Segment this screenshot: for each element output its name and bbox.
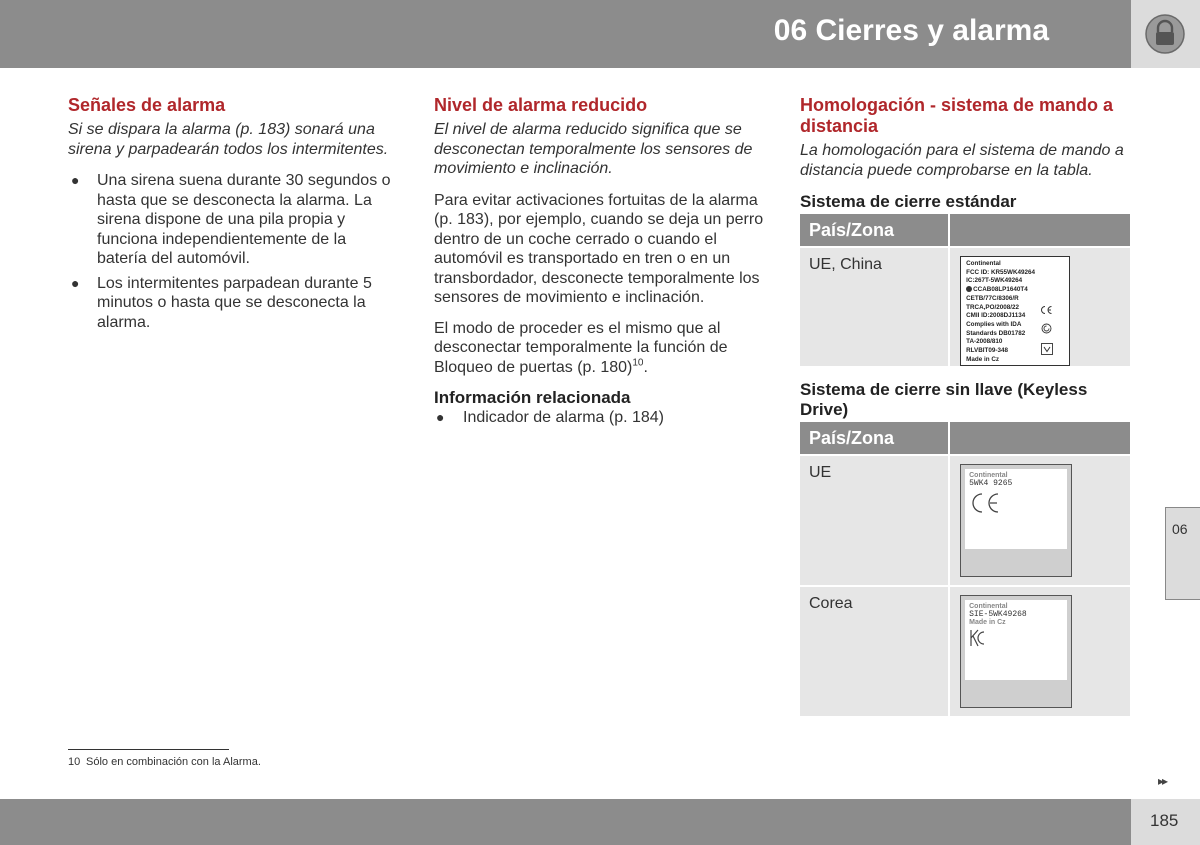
chapter-side-tab[interactable]: 06 bbox=[1165, 507, 1200, 600]
footnote: 10 Sólo en combinación con la Alarma. bbox=[68, 756, 261, 768]
table-title: Sistema de cierre estándar bbox=[800, 192, 1017, 211]
related-info-heading: Información relacionada bbox=[434, 388, 631, 407]
table-cell-label-image bbox=[950, 248, 1130, 366]
footnote-ref[interactable]: 10 bbox=[632, 357, 644, 369]
list-item: ● Una sirena suena durante 30 segundos o hasta que se desconecta la alarma. La sirena dispone de una pila propia y funciona independientemente de la batería del automóvil. bbox=[71, 172, 391, 267]
next-page-arrows-icon: ▸▸ bbox=[1158, 774, 1167, 788]
section-intro: La homologación para el sistema de mando a distancia puede comprobarse en la tabla. bbox=[800, 142, 1124, 179]
bullet-list bbox=[68, 171, 398, 332]
table-cell-country: Corea bbox=[800, 587, 948, 716]
kc-mark-icon bbox=[969, 629, 985, 647]
chapter-icon-box bbox=[1131, 0, 1200, 68]
section-heading: Homologación - sistema de mando a distancia bbox=[800, 95, 1114, 136]
table-header-country: País/Zona bbox=[800, 214, 948, 246]
approval-mark-icon bbox=[1041, 323, 1052, 334]
certification-label-image: Continental 5WK4 9265 bbox=[960, 464, 1072, 577]
column-alarm-signals bbox=[68, 95, 398, 337]
table-row bbox=[800, 587, 1130, 716]
page-number: 185 bbox=[1150, 811, 1179, 830]
related-list bbox=[434, 408, 766, 428]
table-cell-label-image bbox=[950, 587, 1130, 716]
homologation-table-standard bbox=[798, 212, 1132, 368]
table-header-country: País/Zona bbox=[800, 422, 948, 454]
ce-mark-icon bbox=[1039, 305, 1053, 315]
section-heading: Nivel de alarma reducido bbox=[434, 95, 648, 115]
section-intro: Si se dispara la alarma (p. 183) sonará una sirena y parpadearán todos los intermitentes. bbox=[68, 121, 389, 158]
header-bar bbox=[0, 0, 1131, 68]
body-paragraph: El modo de proceder es el mismo que al desconectar temporalmente la función de Bloqueo de puertas (p. 180)$^{10}$. bbox=[434, 319, 728, 376]
table-header-blank bbox=[950, 422, 1130, 454]
padlock-icon bbox=[1144, 13, 1186, 55]
table-title: Sistema de cierre sin llave (Keyless Drive) bbox=[800, 380, 1088, 419]
ce-mark-icon bbox=[969, 492, 1001, 514]
table-header-blank bbox=[950, 214, 1130, 246]
section-intro: El nivel de alarma reducido significa que se desconectan temporalmente los sensores de movimiento e inclinación. bbox=[434, 121, 753, 177]
chapter-title: 06 Cierres y alarma bbox=[773, 14, 1049, 47]
column-homologation bbox=[800, 95, 1132, 718]
footnote-divider bbox=[68, 749, 229, 750]
page-number-box bbox=[1131, 799, 1200, 845]
list-item: ● Los intermitentes parpadean durante 5 minutos o hasta que se desconecta la alarma. bbox=[71, 274, 372, 331]
section-heading: Señales de alarma bbox=[68, 95, 226, 115]
body-paragraph: Para evitar activaciones fortuitas de la alarma (p. 183), por ejemplo, cuando se deja un perro dentro de un coche cerrado o cuando el automóvil es transportado en tren o en un transbordador, desconecte temporalmente los sensores de movimiento e inclinación. bbox=[434, 191, 764, 306]
table-row bbox=[800, 456, 1130, 585]
table-cell-label-image bbox=[950, 456, 1130, 585]
column-reduced-alarm bbox=[434, 95, 766, 433]
cert-mark-icon bbox=[966, 286, 972, 292]
footer-bar bbox=[0, 799, 1131, 845]
certification-label-image: Continental SIE-5WK49268 Made in Cz bbox=[960, 595, 1072, 708]
certification-label-image: Continental FCC ID: KR55WK49264 IC:267T-5WK49264 CCAB08LP1640T4 CETB/77C/8306/R TRCA,PO/2008/22 CMII ID:2008DJ1134 Complies with IDA Standards DB01782 TA-2008/810 RLVBIT09-348 Made in Cz bbox=[960, 256, 1070, 366]
related-link[interactable]: ● Indicador de alarma (p. 184) bbox=[436, 409, 664, 426]
table-cell-country: UE bbox=[800, 456, 948, 585]
compliance-mark-icon bbox=[1041, 343, 1053, 355]
homologation-table-keyless bbox=[798, 420, 1132, 718]
table-cell-country: UE, China bbox=[800, 248, 948, 366]
table-row bbox=[800, 248, 1130, 366]
